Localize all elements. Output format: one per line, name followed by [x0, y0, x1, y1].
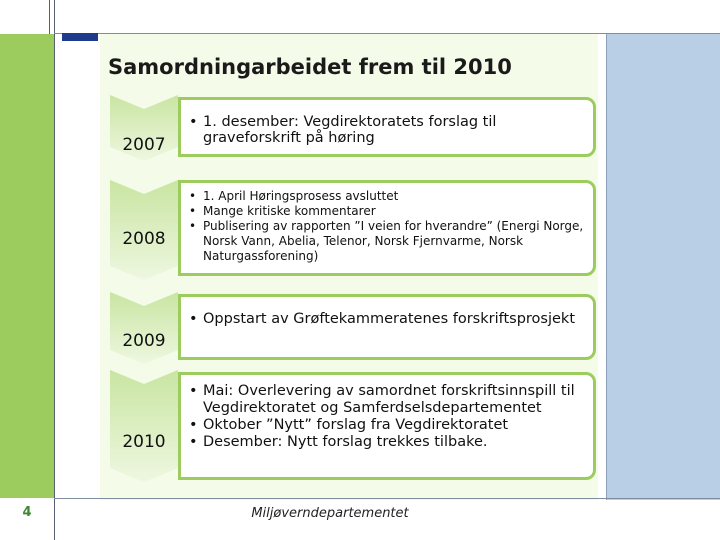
- year-label-2010: 2010: [122, 432, 166, 452]
- footer-text: Miljøverndepartementet: [251, 506, 409, 521]
- timeline-item: • 1. desember: Vegdirektoratets forslag til graveforskrift på høring: [185, 114, 585, 146]
- year-label-2009: 2009: [122, 331, 166, 351]
- year-chevron-2010: [110, 370, 178, 482]
- timeline-item: • Desember: Nytt forslag trekkes tilbake.: [185, 434, 585, 451]
- timeline-item: • Oktober ”Nytt” forslag fra Vegdirektoratet: [185, 417, 585, 434]
- timeline-item: • Publisering av rapporten ”I veien for hverandre” (Energi Norge, Norsk Vann, Abelia, Telenor, Norsk Fjernvarme, Norsk Naturgassforening): [185, 219, 585, 264]
- timeline-item: • Mai: Overlevering av samordnet forskriftsinnspill til Vegdirektoratet og Samferdselsdepartementet: [185, 383, 585, 417]
- timeline-item: • Mange kritiske kommentarer: [185, 204, 585, 219]
- slide-title: Samordningarbeidet frem til 2010: [108, 55, 512, 79]
- year-chevron-2009: [110, 292, 178, 364]
- right-side-panel: [607, 34, 720, 500]
- left-divider-line: [54, 0, 55, 540]
- left-top-square: [4, 0, 50, 34]
- left-sidebar-band: [0, 34, 54, 540]
- page-number: 4: [22, 505, 32, 520]
- year-label-2007: 2007: [122, 135, 166, 155]
- accent-tab: [62, 33, 98, 41]
- timeline-item: • Oppstart av Grøftekammeratenes forskriftsprosjekt: [185, 311, 585, 327]
- year-label-2008: 2008: [122, 229, 166, 249]
- timeline-box-2007: [178, 97, 596, 157]
- timeline-box-2009: [178, 294, 596, 360]
- timeline-box-2010: [178, 372, 596, 480]
- timeline-box-2008: [178, 180, 596, 276]
- timeline-item: • 1. April Høringsprosess avsluttet: [185, 189, 585, 204]
- bottom-rule: [54, 498, 720, 499]
